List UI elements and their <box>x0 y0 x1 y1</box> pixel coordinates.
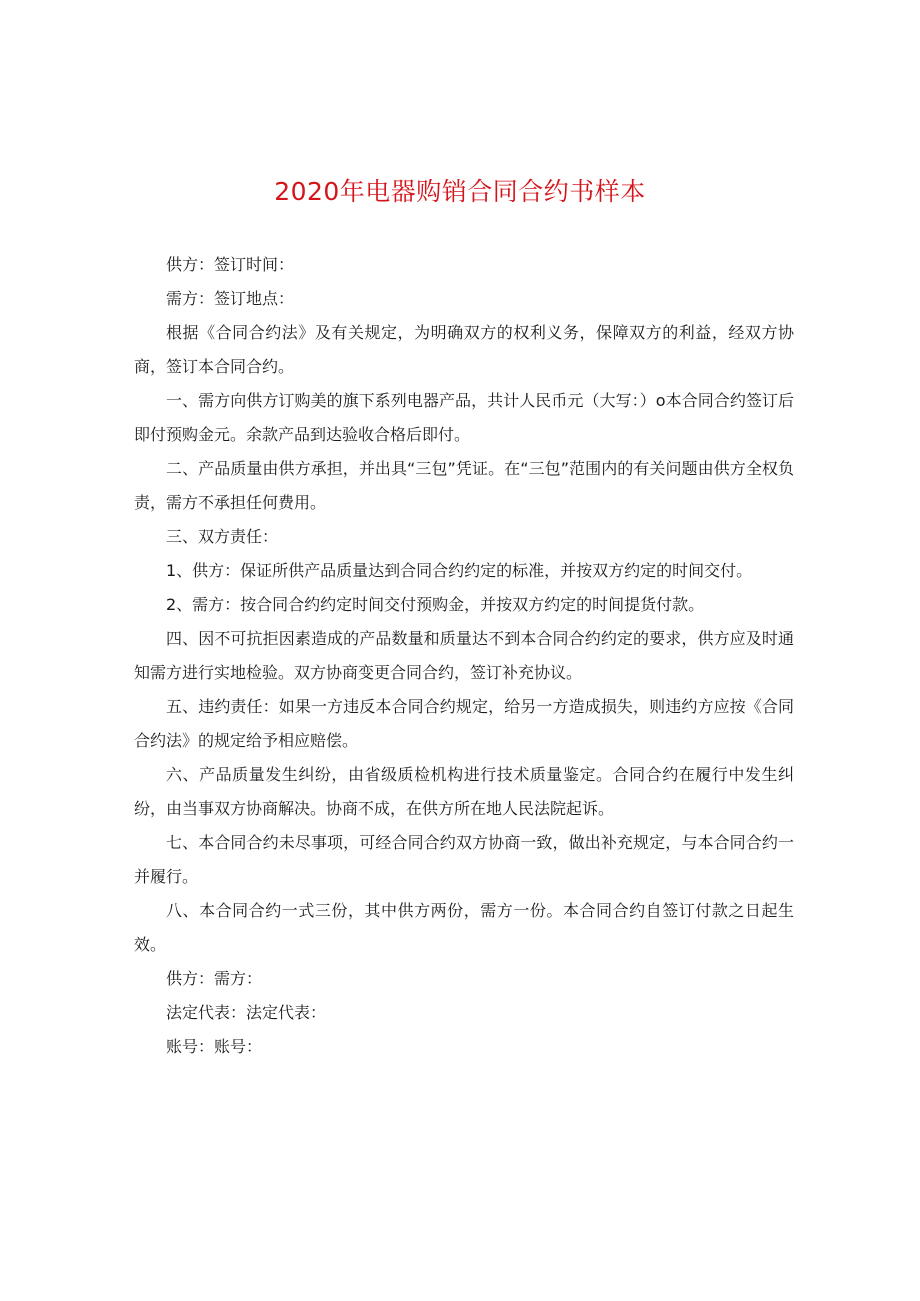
clause-3-responsibilities: 三、双方责任： <box>166 527 279 546</box>
account-number-line: 账号：账号： <box>166 1037 263 1056</box>
document-body <box>134 248 794 1064</box>
clause-1-order: 一、需方向供方订购美的旗下系列电器产品，共计人民币元（大写：）o本合同合约签订后即付预购金元。余款产品到达验收合格后即付。 <box>134 391 794 444</box>
clause-4-force-majeure: 四、因不可抗拒因素造成的产品数量和质量达不到本合同合约约定的要求，供方应及时通知需方进行实地检验。双方协商变更合同合约，签订补充协议。 <box>134 629 794 682</box>
preamble-paragraph: 根据《合同合约法》及有关规定，为明确双方的权利义务，保障双方的利益，经双方协商，签订本合同合约。 <box>134 323 794 376</box>
document-title: 2020年电器购销合同合约书样本 <box>274 177 646 206</box>
clause-5-liability: 五、违约责任：如果一方违反本合同合约规定，给另一方造成损失，则违约方应按《合同合约法》的规定给予相应赔偿。 <box>134 697 794 750</box>
clause-3-2-buyer: 2、需方：按合同合约约定时间交付预购金，并按双方约定的时间提货付款。 <box>166 595 705 614</box>
supplier-sign-date-line: 供方：签订时间： <box>166 255 295 274</box>
clause-3-1-supplier: 1、供方：保证所供产品质量达到合同合约约定的标准，并按双方约定的时间交付。 <box>166 561 753 580</box>
clause-2-quality: 二、产品质量由供方承担，并出具“三包”凭证。在“三包”范围内的有关问题由供方全权负责，需方不承担任何费用。 <box>134 459 794 512</box>
clause-6-disputes: 六、产品质量发生纠纷，由省级质检机构进行技术质量鉴定。合同合约在履行中发生纠纷，由当事双方协商解决。协商不成，在供方所在地人民法院起诉。 <box>134 765 794 818</box>
clause-8-copies: 八、本合同合约一式三份，其中供方两份，需方一份。本合同合约自签订付款之日起生效。 <box>134 901 794 954</box>
buyer-sign-place-line: 需方：签订地点： <box>166 289 295 308</box>
legal-representative-line: 法定代表：法定代表： <box>166 1003 327 1022</box>
clause-7-supplements: 七、本合同合约未尽事项，可经合同合约双方协商一致，做出补充规定，与本合同合约一并履行。 <box>134 833 794 886</box>
signature-parties-line: 供方：需方： <box>166 969 263 988</box>
